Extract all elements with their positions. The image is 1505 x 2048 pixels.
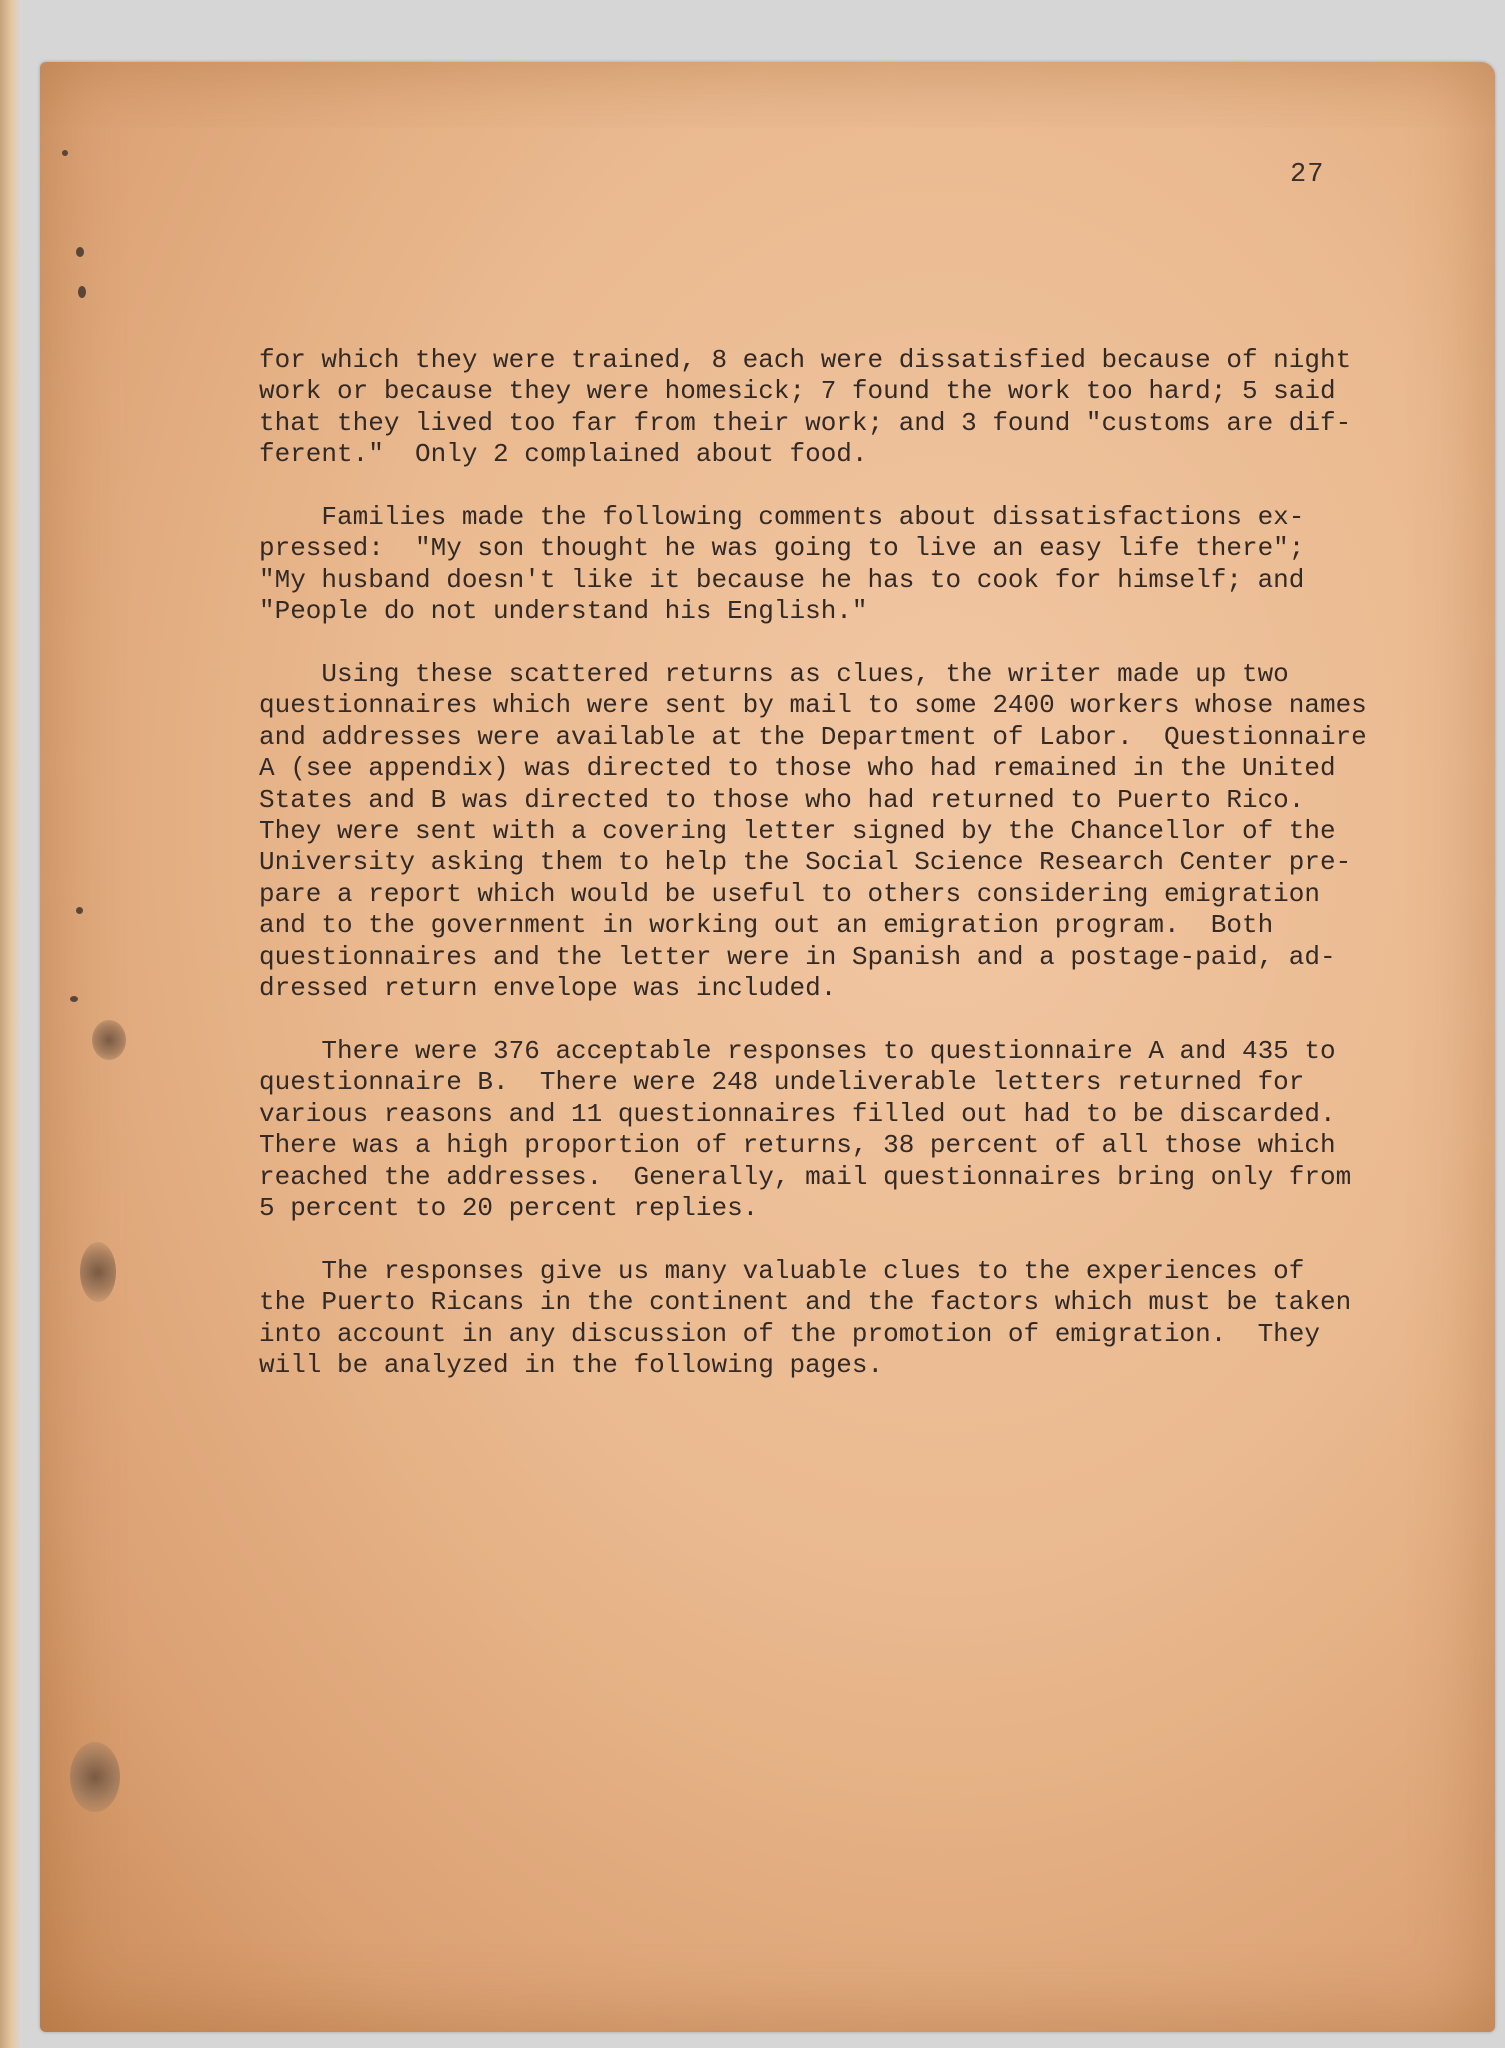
paper-speck [62,150,68,156]
paragraph [259,659,1389,1004]
text-line: ferent." Only 2 complained about food. [259,439,868,470]
scan-edge-strip [0,0,22,2048]
paragraph [259,1036,1389,1224]
text-line: There were 376 acceptable responses to questionnaire A and 435 to [259,1035,1336,1066]
text-line: Families made the following comments about dissatisfactions ex- [259,502,1305,533]
text-line: States and B was directed to those who had returned to Puerto Rico. [259,784,1305,815]
binder-hole-mark [92,1020,126,1060]
text-line: and addresses were available at the Department of Labor. Questionnaire [259,721,1367,752]
text-line: questionnaires and the letter were in Spanish and a postage-paid, ad- [259,941,1336,972]
text-line: University asking them to help the Social Science Research Center pre- [259,847,1352,878]
paragraph [259,1256,1389,1382]
text-line: questionnaire B. There were 248 undeliverable letters returned for [259,1067,1305,1098]
binder-hole-mark [70,1742,120,1812]
paper-speck [70,996,78,1002]
text-line: 5 percent to 20 percent replies. [259,1192,759,1223]
text-line: pare a report which would be useful to others considering emigration [259,878,1320,909]
text-line: They were sent with a covering letter signed by the Chancellor of the [259,816,1336,847]
page-number: 27 [1290,160,1325,190]
paper-speck [76,247,84,257]
text-line: into account in any discussion of the promotion of emigration. They [259,1318,1320,1349]
text-line: reached the addresses. Generally, mail questionnaires bring only from [259,1161,1352,1192]
text-line: questionnaires which were sent by mail to some 2400 workers whose names [259,690,1367,721]
text-line: for which they were trained, 8 each were dissatisfied because of night [259,345,1352,375]
paragraph [259,502,1389,628]
paper-speck [76,907,83,914]
paper-speck [78,286,86,298]
text-line: "People do not understand his English." [259,596,868,627]
document-body [259,345,1389,1413]
text-line: the Puerto Ricans in the continent and the factors which must be taken [259,1287,1352,1318]
text-line: work or because they were homesick; 7 found the work too hard; 5 said [259,376,1336,407]
binder-hole-mark [80,1242,116,1302]
text-line: and to the government in working out an emigration program. Both [259,910,1274,941]
text-line: The responses give us many valuable clues to the experiences of [259,1255,1305,1286]
text-line: that they lived too far from their work; and 3 found "customs are dif- [259,407,1352,438]
text-line: various reasons and 11 questionnaires filled out had to be discarded. [259,1098,1336,1129]
text-line: A (see appendix) was directed to those who had remained in the United [259,753,1336,784]
text-line: pressed: "My son thought he was going to live an easy life there"; [259,533,1305,564]
text-line: There was a high proportion of returns, 38 percent of all those which [259,1130,1336,1161]
paragraph [259,345,1389,471]
text-line: "My husband doesn't like it because he has to cook for himself; and [259,564,1305,595]
text-line: dressed return envelope was included. [259,973,837,1004]
text-line: Using these scattered returns as clues, the writer made up two [259,659,1289,690]
text-line: will be analyzed in the following pages. [259,1349,884,1380]
